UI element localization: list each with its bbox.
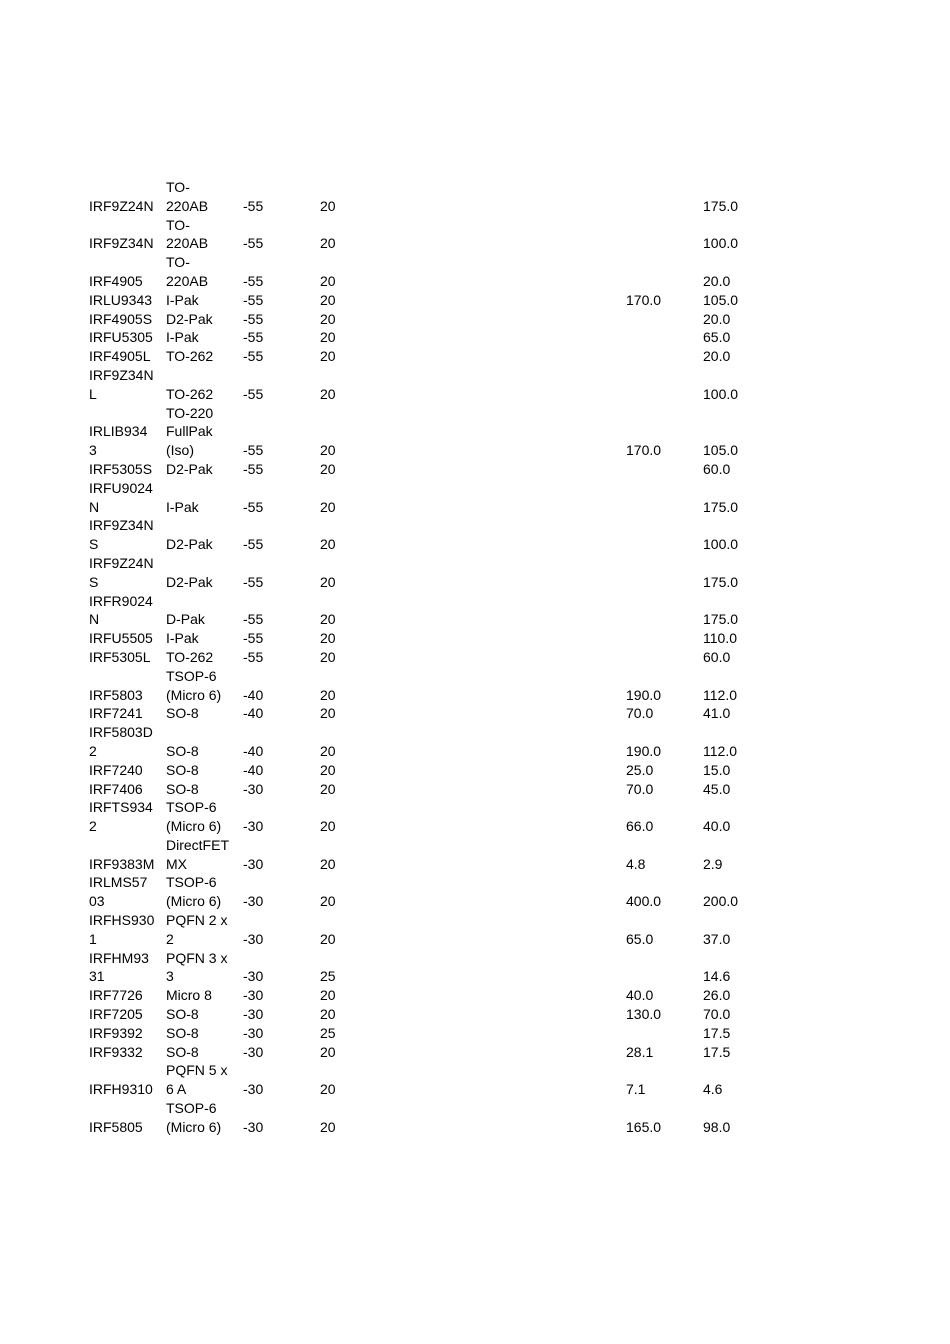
- rds-on-10v-cell: 175.0: [703, 611, 739, 628]
- rds-on-4v5-cell: [626, 347, 703, 366]
- package-cell: TSOP-6 (Micro 6): [166, 874, 222, 910]
- package-cell: TO-262: [166, 385, 214, 402]
- package-cell: SO-8: [166, 780, 199, 797]
- vgs-cell: 20: [320, 1006, 336, 1023]
- rds-on-10v-cell: 4.6: [703, 1081, 723, 1098]
- vgs-cell: 25: [320, 1024, 336, 1041]
- vgs-cell: 20: [320, 348, 336, 365]
- rds-on-4v5-cell: 400.0: [626, 893, 662, 910]
- package-cell: TO-262: [166, 648, 214, 665]
- part-number-cell: IRFU9024 N: [89, 479, 153, 515]
- rds-on-10v-cell: 17.5: [703, 1043, 731, 1060]
- vgs-cell: 20: [320, 780, 336, 797]
- part-number-cell: IRFHM93 31: [89, 949, 149, 985]
- table-row: [89, 629, 869, 648]
- rds-on-10v-cell: 60.0: [703, 460, 731, 477]
- vds-cell: -55: [243, 291, 264, 308]
- vgs-cell: 20: [320, 630, 336, 647]
- vds-cell: -55: [243, 498, 264, 515]
- vds-cell: -30: [243, 1006, 264, 1023]
- part-number-cell: IRFR9024 N: [89, 592, 153, 628]
- rds-on-4v5-cell: 65.0: [626, 930, 654, 947]
- table-row: [89, 253, 869, 291]
- table-row: [89, 347, 869, 366]
- vgs-cell: 20: [320, 442, 336, 459]
- package-cell: I-Pak: [166, 630, 199, 647]
- rds-on-4v5-cell: 170.0: [626, 442, 662, 459]
- vds-cell: -55: [243, 310, 264, 327]
- package-cell: TO-262: [166, 348, 214, 365]
- part-number-cell: IRF5803D 2: [89, 724, 153, 759]
- part-number-cell: IRF7241: [89, 705, 143, 722]
- rds-on-4v5-cell: [626, 479, 703, 517]
- rds-on-10v-cell: 20.0: [703, 272, 731, 289]
- package-cell: DirectFET MX: [166, 836, 229, 872]
- vgs-cell: 25: [320, 968, 336, 985]
- table-row: [89, 1005, 869, 1024]
- part-number-cell: IRFU5505: [89, 630, 153, 647]
- mosfet-table: [89, 178, 869, 1137]
- table-row: [89, 1099, 869, 1137]
- vds-cell: -55: [243, 197, 264, 214]
- package-cell: SO-8: [166, 705, 199, 722]
- rds-on-10v-cell: 26.0: [703, 987, 731, 1004]
- rds-on-4v5-cell: 7.1: [626, 1081, 646, 1098]
- package-cell: TSOP-6 (Micro 6): [166, 667, 222, 703]
- vds-cell: -30: [243, 1081, 264, 1098]
- table-row: [89, 291, 869, 310]
- package-cell: Micro 8: [166, 987, 212, 1004]
- table-row: [89, 986, 869, 1005]
- rds-on-4v5-cell: [626, 629, 703, 648]
- package-cell: D-Pak: [166, 611, 205, 628]
- part-number-cell: IRF9383M: [89, 855, 155, 872]
- part-number-cell: IRF4905S: [89, 310, 153, 327]
- vgs-cell: 20: [320, 536, 336, 553]
- rds-on-10v-cell: 105.0: [703, 442, 739, 459]
- vds-cell: -30: [243, 930, 264, 947]
- vds-cell: -40: [243, 705, 264, 722]
- package-cell: PQFN 3 x 3: [166, 949, 228, 985]
- table-row: [89, 949, 869, 987]
- package-cell: TSOP-6 (Micro 6): [166, 1100, 222, 1135]
- rds-on-4v5-cell: 28.1: [626, 1043, 654, 1060]
- table-row: [89, 723, 869, 761]
- part-number-cell: IRF5305L: [89, 648, 151, 665]
- rds-on-10v-cell: 17.5: [703, 1024, 731, 1041]
- vgs-cell: 20: [320, 1118, 336, 1135]
- vds-cell: -30: [243, 1024, 264, 1041]
- table-row: [89, 516, 869, 554]
- vds-cell: -55: [243, 272, 264, 289]
- package-cell: D2-Pak: [166, 536, 213, 553]
- table-row: [89, 479, 869, 517]
- vds-cell: -55: [243, 536, 264, 553]
- rds-on-10v-cell: 41.0: [703, 705, 731, 722]
- part-number-cell: IRFTS934 2: [89, 799, 153, 835]
- vgs-cell: 20: [320, 761, 336, 778]
- table-row: [89, 328, 869, 347]
- vds-cell: -30: [243, 968, 264, 985]
- vgs-cell: 20: [320, 1081, 336, 1098]
- table-row: [89, 404, 869, 460]
- rds-on-4v5-cell: [626, 554, 703, 592]
- part-number-cell: IRF9Z34N L: [89, 366, 154, 402]
- rds-on-4v5-cell: 25.0: [626, 761, 654, 778]
- rds-on-4v5-cell: [626, 253, 703, 291]
- rds-on-10v-cell: 2.9: [703, 855, 723, 872]
- table-row: [89, 911, 869, 949]
- vgs-cell: 20: [320, 272, 336, 289]
- package-cell: PQFN 2 x 2: [166, 912, 228, 947]
- vgs-cell: 20: [320, 611, 336, 628]
- part-number-cell: IRFHS930 1: [89, 912, 155, 947]
- package-cell: D2-Pak: [166, 310, 213, 327]
- rds-on-10v-cell: 100.0: [703, 235, 739, 252]
- table-row: [89, 310, 869, 329]
- vds-cell: -55: [243, 460, 264, 477]
- part-number-cell: IRF4905L: [89, 348, 151, 365]
- rds-on-4v5-cell: [626, 328, 703, 347]
- part-number-cell: IRLMS57 03: [89, 874, 148, 910]
- rds-on-10v-cell: 100.0: [703, 385, 739, 402]
- vgs-cell: 20: [320, 1043, 336, 1060]
- vds-cell: -55: [243, 573, 264, 590]
- rds-on-10v-cell: 40.0: [703, 818, 731, 835]
- vds-cell: -30: [243, 1118, 264, 1135]
- rds-on-4v5-cell: [626, 178, 703, 216]
- table-row: [89, 178, 869, 216]
- vds-cell: -40: [243, 686, 264, 703]
- part-number-cell: IRF9Z34N: [89, 235, 154, 252]
- part-number-cell: IRFH9310: [89, 1081, 153, 1098]
- table-row: [89, 216, 869, 254]
- rds-on-4v5-cell: [626, 216, 703, 254]
- vgs-cell: 20: [320, 460, 336, 477]
- package-cell: SO-8: [166, 1006, 199, 1023]
- rds-on-10v-cell: 70.0: [703, 1006, 731, 1023]
- rds-on-10v-cell: 175.0: [703, 573, 739, 590]
- rds-on-4v5-cell: 4.8: [626, 855, 646, 872]
- vgs-cell: 20: [320, 855, 336, 872]
- package-cell: TO- 220AB: [166, 179, 209, 214]
- package-cell: TO- 220AB: [166, 254, 209, 289]
- table-row: [89, 460, 869, 479]
- part-number-cell: IRF9Z34N S: [89, 517, 154, 553]
- rds-on-4v5-cell: [626, 516, 703, 554]
- table-row: [89, 761, 869, 780]
- rds-on-4v5-cell: 66.0: [626, 818, 654, 835]
- rds-on-4v5-cell: [626, 648, 703, 667]
- rds-on-4v5-cell: [626, 1024, 703, 1043]
- vds-cell: -30: [243, 987, 264, 1004]
- vgs-cell: 20: [320, 498, 336, 515]
- vds-cell: -30: [243, 893, 264, 910]
- rds-on-4v5-cell: 165.0: [626, 1118, 662, 1135]
- vgs-cell: 20: [320, 310, 336, 327]
- table-row: [89, 1024, 869, 1043]
- rds-on-4v5-cell: 190.0: [626, 742, 662, 759]
- part-number-cell: IRF9332: [89, 1043, 143, 1060]
- vds-cell: -40: [243, 742, 264, 759]
- part-number-cell: IRF4905: [89, 272, 143, 289]
- package-cell: TO-220 FullPak (Iso): [166, 404, 214, 459]
- part-number-cell: IRF7406: [89, 780, 143, 797]
- part-number-cell: IRF7726: [89, 987, 143, 1004]
- rds-on-4v5-cell: 190.0: [626, 686, 662, 703]
- vds-cell: -55: [243, 442, 264, 459]
- rds-on-10v-cell: 15.0: [703, 761, 731, 778]
- rds-on-4v5-cell: [626, 366, 703, 404]
- vgs-cell: 20: [320, 742, 336, 759]
- part-number-cell: IRF9Z24N: [89, 197, 154, 214]
- package-cell: D2-Pak: [166, 460, 213, 477]
- rds-on-10v-cell: 37.0: [703, 930, 731, 947]
- rds-on-10v-cell: 45.0: [703, 780, 731, 797]
- rds-on-10v-cell: 98.0: [703, 1118, 731, 1135]
- package-cell: SO-8: [166, 742, 199, 759]
- rds-on-4v5-cell: [626, 310, 703, 329]
- rds-on-10v-cell: 105.0: [703, 291, 739, 308]
- table-row: [89, 648, 869, 667]
- vgs-cell: 20: [320, 235, 336, 252]
- rds-on-4v5-cell: 70.0: [626, 705, 654, 722]
- vds-cell: -55: [243, 329, 264, 346]
- package-cell: SO-8: [166, 1043, 199, 1060]
- rds-on-10v-cell: 112.0: [703, 686, 737, 703]
- package-cell: SO-8: [166, 1024, 199, 1041]
- vgs-cell: 20: [320, 197, 336, 214]
- table-row: [89, 366, 869, 404]
- rds-on-10v-cell: 175.0: [703, 197, 739, 214]
- part-number-cell: IRF5305S: [89, 460, 153, 477]
- vgs-cell: 20: [320, 385, 336, 402]
- part-number-cell: IRF5805: [89, 1118, 143, 1135]
- package-cell: D2-Pak: [166, 573, 213, 590]
- vds-cell: -55: [243, 348, 264, 365]
- vgs-cell: 20: [320, 573, 336, 590]
- rds-on-4v5-cell: [626, 460, 703, 479]
- table-row: [89, 798, 869, 836]
- rds-on-10v-cell: 175.0: [703, 498, 739, 515]
- vds-cell: -30: [243, 818, 264, 835]
- part-number-cell: IRF7205: [89, 1006, 143, 1023]
- vgs-cell: 20: [320, 648, 336, 665]
- rds-on-10v-cell: 112.0: [703, 742, 737, 759]
- package-cell: TSOP-6 (Micro 6): [166, 799, 222, 835]
- vgs-cell: 20: [320, 705, 336, 722]
- vgs-cell: 20: [320, 893, 336, 910]
- table-row: [89, 704, 869, 723]
- vds-cell: -55: [243, 630, 264, 647]
- vgs-cell: 20: [320, 291, 336, 308]
- rds-on-10v-cell: 14.6: [703, 968, 731, 985]
- vgs-cell: 20: [320, 930, 336, 947]
- rds-on-10v-cell: 20.0: [703, 348, 731, 365]
- vds-cell: -40: [243, 761, 264, 778]
- package-cell: I-Pak: [166, 498, 199, 515]
- table-row: [89, 780, 869, 799]
- rds-on-4v5-cell: 70.0: [626, 780, 654, 797]
- package-cell: TO- 220AB: [166, 216, 209, 252]
- rds-on-10v-cell: 60.0: [703, 648, 731, 665]
- table-row: [89, 1043, 869, 1062]
- rds-on-10v-cell: 110.0: [703, 630, 737, 647]
- rds-on-4v5-cell: 130.0: [626, 1006, 662, 1023]
- package-cell: I-Pak: [166, 291, 199, 308]
- table-row: [89, 667, 869, 705]
- package-cell: SO-8: [166, 761, 199, 778]
- part-number-cell: IRF7240: [89, 761, 143, 778]
- part-number-cell: IRLIB934 3: [89, 423, 148, 459]
- part-number-cell: IRFU5305: [89, 329, 153, 346]
- package-cell: I-Pak: [166, 329, 199, 346]
- table-row: [89, 836, 869, 874]
- vds-cell: -30: [243, 780, 264, 797]
- vds-cell: -55: [243, 611, 264, 628]
- part-number-cell: IRF9392: [89, 1024, 143, 1041]
- part-number-cell: IRF9Z24N S: [89, 554, 154, 590]
- vds-cell: -55: [243, 385, 264, 402]
- vgs-cell: 20: [320, 818, 336, 835]
- vds-cell: -55: [243, 235, 264, 252]
- table-row: [89, 554, 869, 592]
- part-number-cell: IRLU9343: [89, 291, 153, 308]
- rds-on-4v5-cell: [626, 592, 703, 630]
- rds-on-4v5-cell: 170.0: [626, 291, 662, 308]
- vds-cell: -30: [243, 1043, 264, 1060]
- package-cell: PQFN 5 x 6 A: [166, 1062, 228, 1098]
- rds-on-10v-cell: 100.0: [703, 536, 739, 553]
- rds-on-10v-cell: 200.0: [703, 893, 739, 910]
- vds-cell: -30: [243, 855, 264, 872]
- table-row: [89, 592, 869, 630]
- vgs-cell: 20: [320, 987, 336, 1004]
- rds-on-10v-cell: 20.0: [703, 310, 731, 327]
- part-number-cell: IRF5803: [89, 686, 143, 703]
- rds-on-4v5-cell: [626, 949, 703, 987]
- rds-on-4v5-cell: 40.0: [626, 987, 654, 1004]
- vgs-cell: 20: [320, 686, 336, 703]
- vds-cell: -55: [243, 648, 264, 665]
- vgs-cell: 20: [320, 329, 336, 346]
- rds-on-10v-cell: 65.0: [703, 329, 731, 346]
- table-row: [89, 873, 869, 911]
- table-row: [89, 1061, 869, 1099]
